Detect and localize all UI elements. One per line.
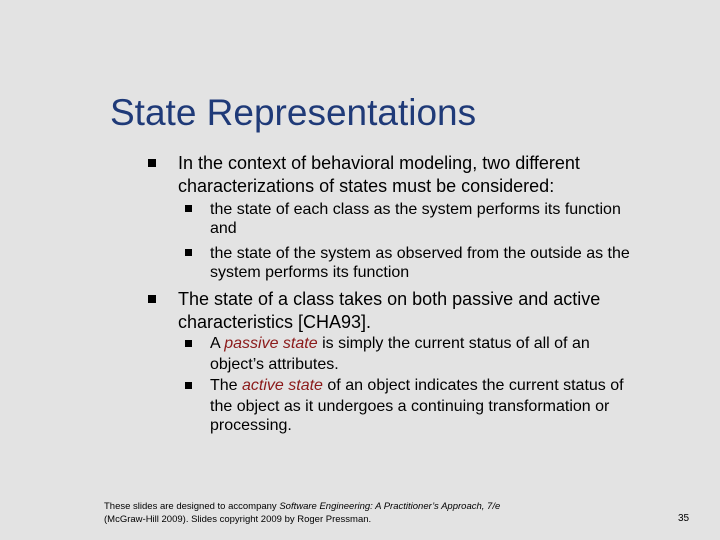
- bullet-square-icon: [185, 205, 192, 212]
- bullet1-line2: characterizations of states must be considered:: [178, 176, 555, 196]
- bullet1-sub2-line2: system performs its function: [210, 264, 410, 281]
- bullet2-line1: The state of a class takes on both passive and active: [178, 289, 601, 309]
- bullet1-line1: In the context of behavioral modeling, two different: [178, 153, 580, 173]
- page-number: 35: [678, 513, 690, 524]
- bullet1-sub2-line1: the state of the system as observed from the outside as the: [210, 245, 630, 262]
- passive-state-term: passive state: [224, 335, 318, 352]
- bullet1-sub1-line1: the state of each class as the system performs its function: [210, 201, 621, 218]
- slide-footer: [104, 500, 500, 526]
- bullet2-sub2-line1: [210, 377, 624, 395]
- footer-line1-pre: These slides are designed to accompany: [104, 501, 280, 512]
- bullet2-sub2-line2: the object as it undergoes a continuing transformation or: [210, 398, 610, 415]
- bullet-square-icon: [185, 382, 192, 389]
- bullet-square-icon: [185, 340, 192, 347]
- bullet-square-icon: [148, 295, 156, 303]
- footer-line2: (McGraw-Hill 2009). Slides copyright 2009 by Roger Pressman.: [104, 514, 372, 525]
- bullet-square-icon: [185, 249, 192, 256]
- bullet2-sub2-line3: processing.: [210, 417, 292, 434]
- footer-line1: [104, 500, 500, 513]
- bullet1-sub1-line2: and: [210, 220, 237, 237]
- sub2-pre: The: [210, 377, 243, 394]
- sub1-pre: A: [210, 335, 225, 352]
- bullet-square-icon: [148, 159, 156, 167]
- bullet2-sub1-line1: [210, 335, 590, 353]
- bullet2-line2: characteristics [CHA93].: [178, 312, 372, 332]
- active-state-term: active state: [242, 377, 323, 394]
- sub1-post: is simply the current status of all of an: [317, 335, 590, 352]
- sub2-post: of an object indicates the current status of: [322, 377, 624, 394]
- footer-book-title: Software Engineering: A Practitioner’s Approach, 7/e: [279, 501, 501, 512]
- bullet2-sub1-line2: object’s attributes.: [210, 356, 339, 373]
- slide-title: State Representations: [110, 92, 477, 133]
